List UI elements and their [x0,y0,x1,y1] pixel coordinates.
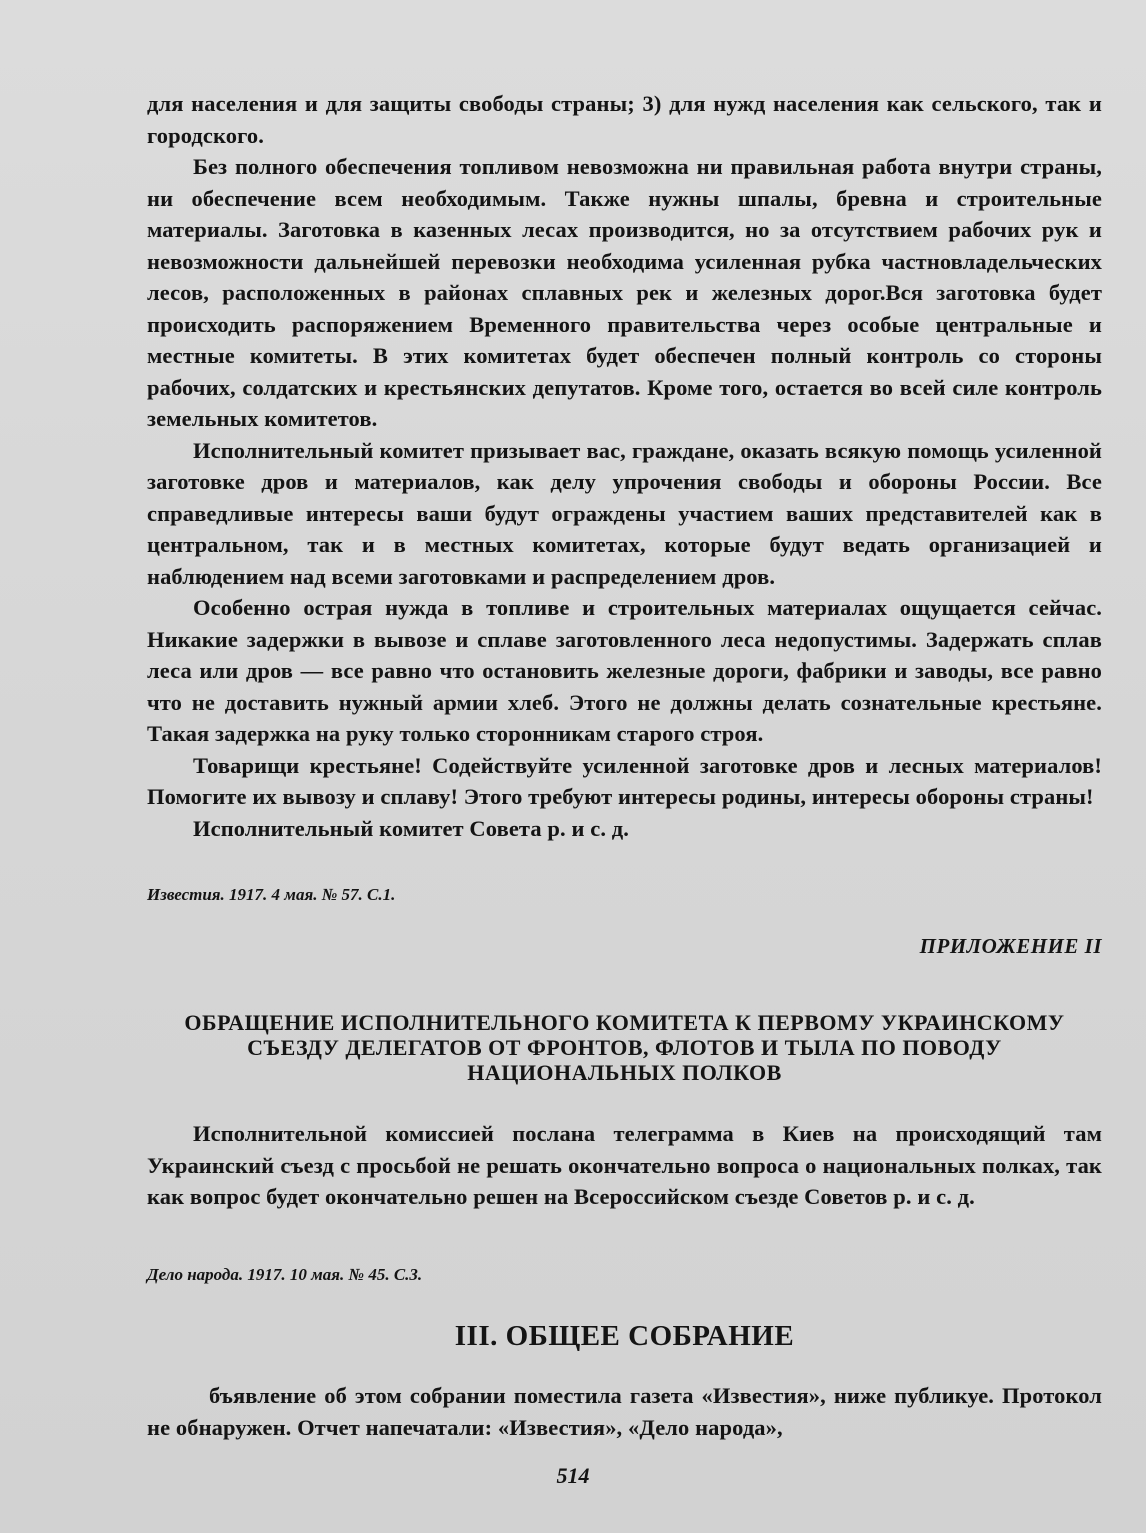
main-text-block [147,88,1102,844]
appendix-text-block [147,1118,1102,1213]
paragraph-2: Без полного обеспечения топливом невозможна ни правильная работа внутри страны, ни обеспечение всем необходимым. Также нужны шпалы, бревна и строительные материалы. Заготовка в казенных лесах производится, но за отсутствием рабочих рук и невозможности дальнейшей перевозки необходима усиленная рубка частновладельческих лесов, расположенных в районах сплавных рек и железных дорог.Вся заготовка будет происходить распоряжением Временного правительства через особые центральные и местные комитеты. В этих комитетах будет обеспечен полный контроль со стороны рабочих, солдатских и крестьянских депутатов. Кроме того, остается во всей силе контроль земельных комитетов. [147,154,1102,431]
section-text-block [147,1380,1102,1443]
section-heading: III. ОБЩЕЕ СОБРАНИЕ [454,1320,795,1352]
source-citation-2: Дело народа. 1917. 10 мая. № 45. С.3. [147,1265,423,1284]
section-intro: бъявление об этом собрании поместила газета «Известия», ниже публикуе. Протокол не обнаружен. Отчет напечатали: «Известия», «Дело народа», [147,1383,1102,1440]
paragraph-4: Особенно острая нужда в топливе и строительных материалах ощущается сейчас. Никакие задержки в вывозе и сплаве заготовленного леса недопустимы. Задержать сплав леса или дров — все равно что остановить железные дороги, фабрики и заводы, все равно что не доставить нужный армии хлеб. Этого не должны делать сознательные крестьяне. Такая задержка на руку только сторонникам старого строя. [147,595,1102,746]
appendix-title: ОБРАЩЕНИЕ ИСПОЛНИТЕЛЬНОГО КОМИТЕТА К ПЕРВОМУ УКРАИНСКОМУ СЪЕЗДУ ДЕЛЕГАТОВ ОТ ФРОНТОВ, ФЛОТОВ И ТЫЛА ПО ПОВОДУ НАЦИОНАЛЬНЫХ ПОЛКОВ [184,1010,1065,1085]
paragraph-3: Исполнительный комитет призывает вас, граждане, оказать всякую помощь усиленной заготовке дров и материалов, как делу упрочения свободы и обороны России. Все справедливые интересы ваши будут ограждены участием ваших представителей как в центральном, так и в местных комитетах, которые будут ведать организацией и наблюдением над всеми заготовками и распределением дров. [147,437,1102,589]
source-citation-1: Известия. 1917. 4 мая. № 57. С.1. [147,885,396,904]
page-number: 514 [556,1463,590,1488]
paragraph-1: для населения и для защиты свободы страны; 3) для нужд населения как сельского, так и городского. [147,91,1102,148]
signature: Исполнительный комитет Совета р. и с. д. [193,815,630,841]
appendix-paragraph: Исполнительной комиссией послана телеграмма в Киев на происходящий там Украинский съезд с просьбой не решать окончательно вопроса о национальных полках, так как вопрос будет окончательно решен на Всероссийском съезде Советов р. и с. д. [147,1121,1102,1209]
appendix-label: ПРИЛОЖЕНИЕ II [919,934,1102,958]
paragraph-5: Товарищи крестьяне! Содействуйте усиленной заготовке дров и лесных материалов! Помогите их вывозу и сплаву! Этого требуют интересы родины, интересы обороны страны! [147,752,1102,809]
